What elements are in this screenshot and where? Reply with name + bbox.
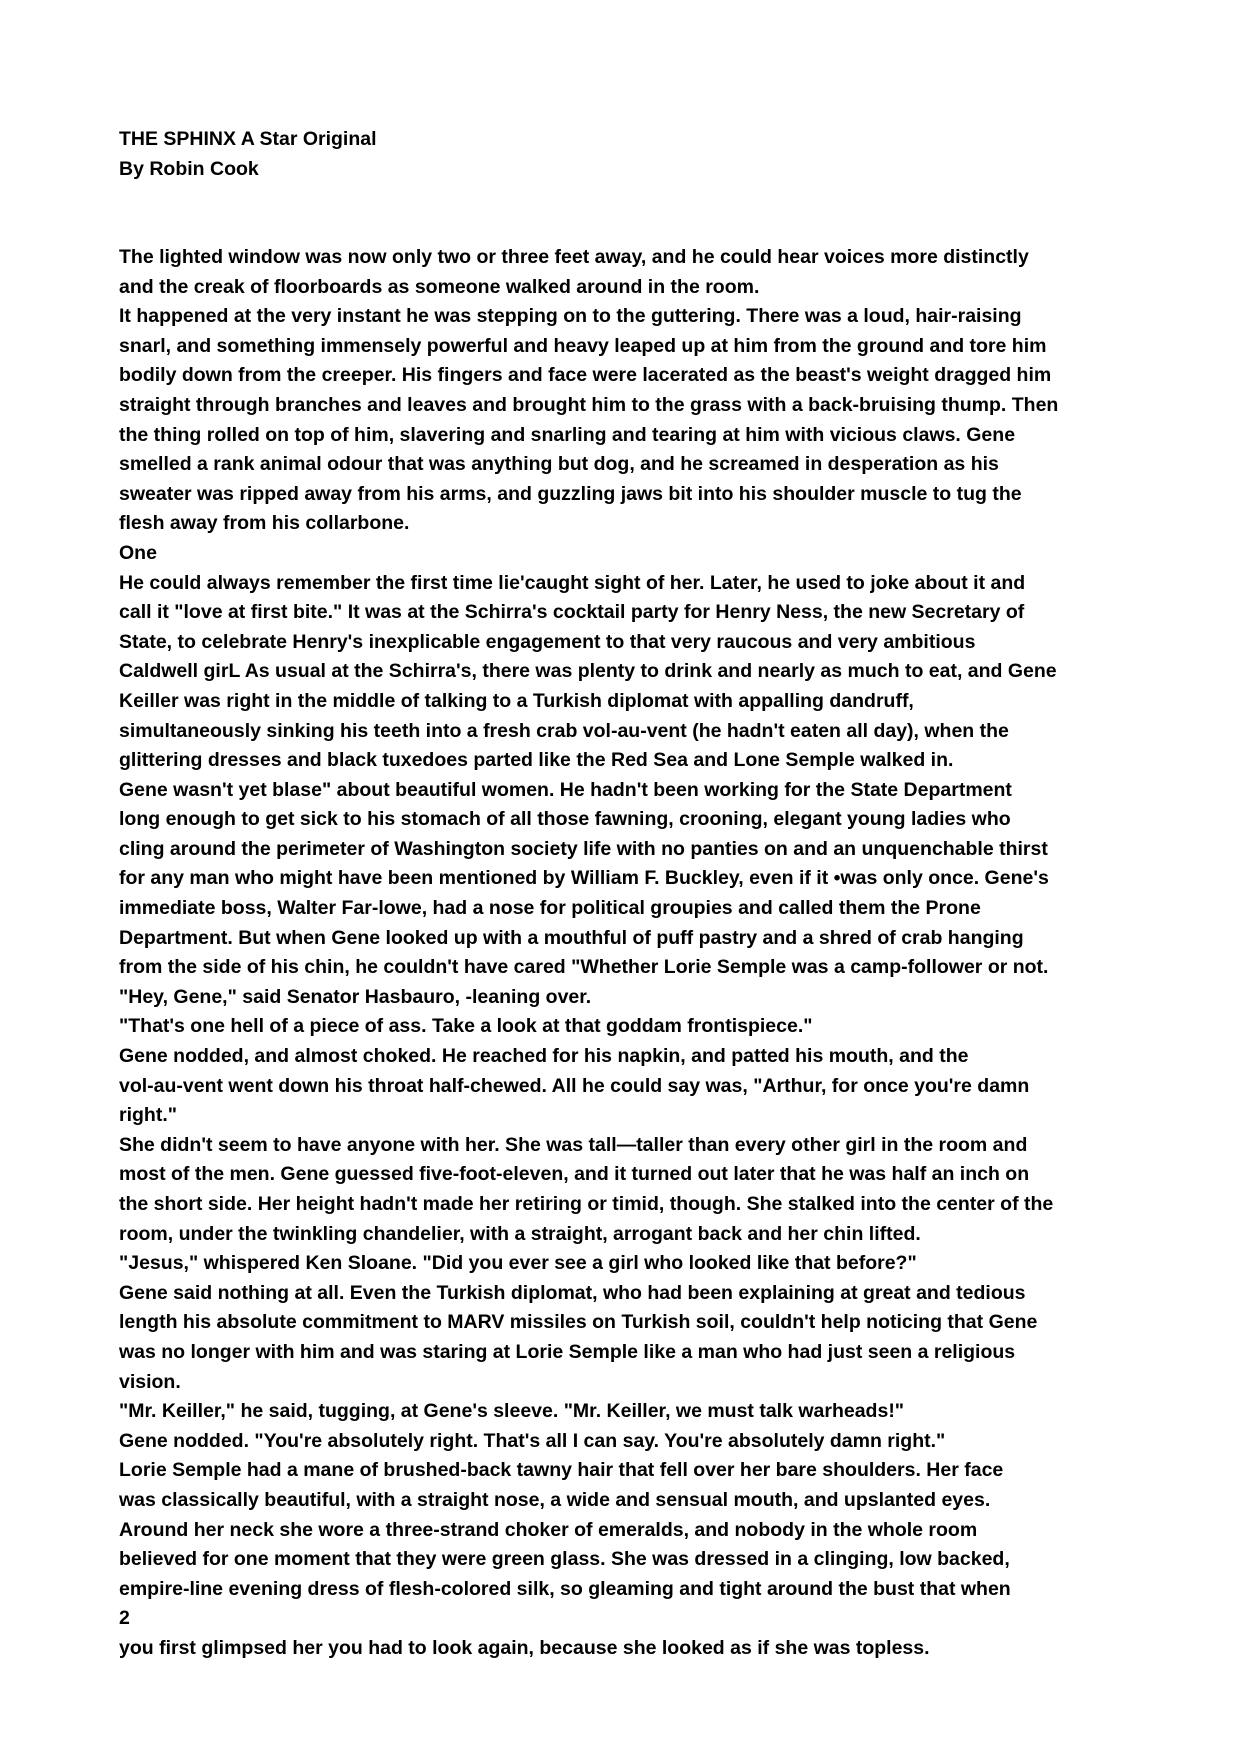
text-line: The lighted window was now only two or three feet away, and he could hear voices more distinctly xyxy=(119,246,1029,268)
text-line: vol-au-vent went down his throat half-chewed. All he could say was, "Arthur, for once you're damn xyxy=(119,1074,1030,1097)
text-line: snarl, and something immensely powerful and heavy leaped up at him from the ground and tore him xyxy=(119,334,1047,357)
text-line: cling around the perimeter of Washington society life with no panties on and an unquenchable thirst xyxy=(119,837,1048,860)
text-line: most of the men. Gene guessed five-foot-eleven, and it turned out later that he was half an inch on xyxy=(119,1163,1030,1186)
text-line: right." xyxy=(119,1104,177,1127)
text-line: the short side. Her height hadn't made her retiring or timid, though. She stalked into the center of the xyxy=(119,1193,1054,1215)
text-line: Caldwell girL As usual at the Schirra's, there was plenty to drink and nearly as much to eat, and Gene xyxy=(119,660,1057,683)
document-header xyxy=(119,125,1149,184)
text-line: the thing rolled on top of him, slavering and snarling and tearing at him with vicious claws. Gene xyxy=(119,423,1016,446)
text-line: for any man who might have been mentioned by William F. Buckley, even if it •was only once. Gene's xyxy=(119,867,1049,890)
text-line: you first glimpsed her you had to look again, because she looked as if she was topless. xyxy=(119,1636,930,1659)
text-line: glittering dresses and black tuxedoes parted like the Red Sea and Lone Semple walked in. xyxy=(119,749,954,772)
text-line: Lorie Semple had a mane of brushed-back tawny hair that fell over her bare shoulders. Her face xyxy=(119,1459,1004,1482)
text-line: and the creak of floorboards as someone walked around in the room. xyxy=(119,275,760,298)
text-line: He could always remember the first time lie'caught sight of her. Later, he used to joke about it and xyxy=(119,571,1026,594)
text-line: empire-line evening dress of flesh-colored silk, so gleaming and tight around the bust that when xyxy=(119,1577,1011,1600)
text-line: room, under the twinkling chandelier, with a straight, arrogant back and her chin lifted. xyxy=(119,1222,921,1245)
text-line: sweater was ripped away from his arms, and guzzling jaws bit into his shoulder muscle to tug the xyxy=(119,482,1022,505)
text-line: long enough to get sick to his stomach of all those fawning, crooning, elegant young ladies who xyxy=(119,808,1011,831)
text-line: believed for one moment that they were green glass. She was dressed in a clinging, low backed, xyxy=(119,1548,1010,1571)
text-line: was no longer with him and was staring at Lorie Semple like a man who had just seen a religious xyxy=(119,1340,1016,1363)
text-line: It happened at the very instant he was stepping on to the guttering. There was a loud, hair-raising xyxy=(119,305,1022,328)
text-line: flesh away from his collarbone. xyxy=(119,512,410,535)
text-line: Gene wasn't yet blase" about beautiful women. He hadn't been working for the State Department xyxy=(119,778,1012,801)
text-line: Keiller was right in the middle of talking to a Turkish diplomat with appalling dandruff, xyxy=(119,689,914,712)
text-line: She didn't seem to have anyone with her. She was tall—taller than every other girl in the room and xyxy=(119,1133,1028,1156)
text-line: "Jesus," whispered Ken Sloane. "Did you ever see a girl who looked like that before?" xyxy=(119,1252,917,1275)
text-line: Gene nodded, and almost choked. He reached for his napkin, and patted his mouth, and the xyxy=(119,1045,969,1068)
body-text xyxy=(119,243,1149,1664)
text-line: State, to celebrate Henry's inexplicable engagement to that very raucous and very ambitious xyxy=(119,630,976,653)
text-line: smelled a rank animal odour that was anything but dog, and he screamed in desperation as his xyxy=(119,453,999,476)
text-line: call it "love at first bite." It was at the Schirra's cocktail party for Henry Ness, the new Secretary of xyxy=(119,601,1025,624)
text-line: was classically beautiful, with a straight nose, a wide and sensual mouth, and upslanted eyes. xyxy=(119,1488,991,1511)
book-title: THE SPHINX A Star Original xyxy=(119,128,377,150)
text-line: "Hey, Gene," said Senator Hasbauro, -leaning over. xyxy=(119,985,592,1008)
text-line: immediate boss, Walter Far-lowe, had a nose for political groupies and called them the Prone xyxy=(119,897,981,920)
text-line: "Mr. Keiller," he said, tugging, at Gene's sleeve. "Mr. Keiller, we must talk warheads!" xyxy=(119,1400,905,1423)
text-line: Department. But when Gene looked up with a mouthful of puff pastry and a shred of crab hanging xyxy=(119,926,1024,949)
page-number: 2 xyxy=(119,1607,130,1630)
text-line: length his absolute commitment to MARV missiles on Turkish soil, couldn't help noticing that Gene xyxy=(119,1311,1038,1334)
chapter-heading: One xyxy=(119,541,157,564)
text-line: Around her neck she wore a three-strand choker of emeralds, and nobody in the whole room xyxy=(119,1518,978,1541)
text-line: simultaneously sinking his teeth into a fresh crab vol-au-vent (he hadn't eaten all day), when the xyxy=(119,719,1009,742)
text-line: "That's one hell of a piece of ass. Take a look at that goddam frontispiece." xyxy=(119,1015,813,1038)
text-line: Gene nodded. "You're absolutely right. That's all I can say. You're absolutely damn right." xyxy=(119,1429,946,1452)
text-line: vision. xyxy=(119,1370,181,1393)
text-line: straight through branches and leaves and brought him to the grass with a back-bruising thump. Then xyxy=(119,393,1059,416)
book-author: By Robin Cook xyxy=(119,157,259,180)
text-line: from the side of his chin, he couldn't have cared "Whether Lorie Semple was a camp-follower or not. xyxy=(119,956,1049,979)
text-line: bodily down from the creeper. His fingers and face were lacerated as the beast's weight dragged him xyxy=(119,364,1052,387)
text-line: Gene said nothing at all. Even the Turkish diplomat, who had been explaining at great and tedious xyxy=(119,1281,1026,1304)
